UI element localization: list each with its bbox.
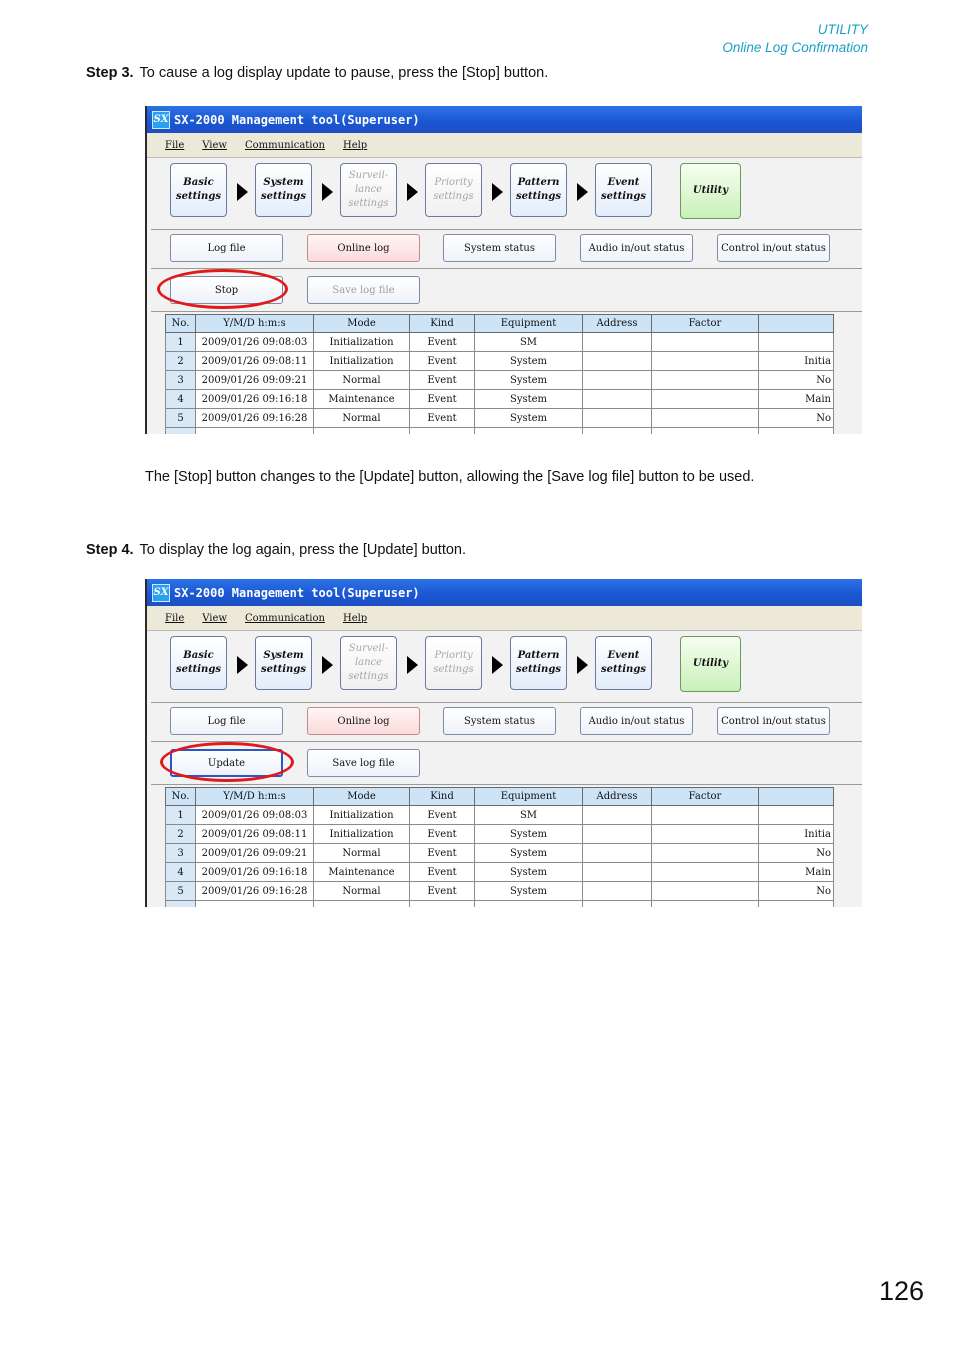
- table-cell: 2009/01/26 09:09:21: [196, 371, 314, 390]
- tab-control-status[interactable]: Control in/out status: [717, 707, 830, 735]
- table-cell: [583, 901, 652, 908]
- menu-file[interactable]: File: [165, 139, 185, 151]
- table-cell: [583, 428, 652, 435]
- table-cell: [314, 428, 410, 435]
- table-cell: [652, 333, 759, 352]
- table-cell: 2009/01/26 09:16:28: [196, 409, 314, 428]
- table-cell: [583, 844, 652, 863]
- table-cell: No: [759, 882, 834, 901]
- column-header[interactable]: Equipment: [475, 788, 583, 806]
- table-row[interactable]: [166, 844, 834, 863]
- table-cell: Maintenance: [314, 390, 410, 409]
- table-cell: [196, 428, 314, 435]
- table-header: [166, 788, 834, 806]
- save-log-file-button[interactable]: Save log file: [307, 749, 420, 777]
- table-cell: Event: [410, 806, 475, 825]
- table-cell: [652, 882, 759, 901]
- table-cell: Initialization: [314, 806, 410, 825]
- pattern-settings-button[interactable]: Pattern settings: [510, 636, 567, 690]
- table-cell: Event: [410, 844, 475, 863]
- table-cell: [652, 409, 759, 428]
- menu-help[interactable]: Help: [342, 139, 368, 151]
- table-cell: Initia: [759, 352, 834, 371]
- arrow-right-icon: [407, 656, 418, 674]
- table-cell: Initialization: [314, 352, 410, 371]
- workflow-bar: [147, 636, 862, 696]
- step-4: [86, 542, 466, 558]
- table-cell: Normal: [314, 409, 410, 428]
- table-cell: [759, 901, 834, 908]
- table-cell: Initialization: [314, 333, 410, 352]
- table-cell: 3: [166, 844, 196, 863]
- divider: [151, 229, 862, 230]
- table-cell: [652, 806, 759, 825]
- tab-log-file[interactable]: Log file: [170, 707, 283, 735]
- table-cell: [196, 901, 314, 908]
- column-header[interactable]: [759, 315, 834, 333]
- table-row[interactable]: [166, 371, 834, 390]
- table-cell: [583, 333, 652, 352]
- table-row[interactable]: [166, 882, 834, 901]
- table-cell: 2009/01/26 09:08:11: [196, 825, 314, 844]
- table-cell: System: [475, 882, 583, 901]
- column-header[interactable]: Mode: [314, 788, 410, 806]
- table-cell: Event: [410, 863, 475, 882]
- arrow-right-icon: [322, 656, 333, 674]
- table-cell: Event: [410, 371, 475, 390]
- column-header[interactable]: No.: [166, 788, 196, 806]
- table-cell: [652, 863, 759, 882]
- highlight-circle: [160, 742, 294, 782]
- table-cell: Event: [410, 333, 475, 352]
- arrow-right-icon: [237, 656, 248, 674]
- basic-settings-button[interactable]: Basic settings: [170, 163, 227, 217]
- table-cell: [652, 901, 759, 908]
- table-cell: 1: [166, 806, 196, 825]
- divider: [151, 741, 862, 742]
- table-cell: Event: [410, 390, 475, 409]
- tab-online-log[interactable]: Online log: [307, 234, 420, 262]
- note-text: The [Stop] button changes to the [Update] button, allowing the [Save log file] button to be used.: [145, 469, 755, 485]
- divider: [151, 311, 862, 312]
- table-cell: [652, 352, 759, 371]
- column-header[interactable]: Equipment: [475, 315, 583, 333]
- table-cell: 5: [166, 882, 196, 901]
- table-cell: System: [475, 352, 583, 371]
- app-icon: SX: [152, 584, 170, 602]
- table-cell: No: [759, 371, 834, 390]
- table-cell: System: [475, 863, 583, 882]
- tab-audio-status[interactable]: Audio in/out status: [580, 234, 693, 262]
- system-settings-button[interactable]: System settings: [255, 636, 312, 690]
- column-header[interactable]: Factor: [652, 788, 759, 806]
- arrow-right-icon: [577, 183, 588, 201]
- table-cell: [652, 371, 759, 390]
- table-cell: Event: [410, 352, 475, 371]
- table-cell: [583, 352, 652, 371]
- column-header[interactable]: Factor: [652, 315, 759, 333]
- divider: [151, 268, 862, 269]
- app-icon: SX: [152, 111, 170, 129]
- column-header[interactable]: Kind: [410, 315, 475, 333]
- menu-communication[interactable]: Communication: [245, 612, 325, 624]
- menu-help[interactable]: Help: [342, 612, 368, 624]
- table-body: [166, 333, 834, 435]
- table-cell: [652, 428, 759, 435]
- step-text: To display the log again, press the [Update] button.: [139, 542, 467, 558]
- table-cell: Event: [410, 825, 475, 844]
- table-cell: SM: [475, 806, 583, 825]
- table-cell: [314, 901, 410, 908]
- column-header[interactable]: Address: [583, 315, 652, 333]
- table-cell: [410, 428, 475, 435]
- table-cell: 4: [166, 863, 196, 882]
- tab-log-file[interactable]: Log file: [170, 234, 283, 262]
- table-cell: Main: [759, 863, 834, 882]
- table-row: [166, 428, 834, 435]
- highlight-circle: [157, 269, 288, 309]
- table-cell: [583, 409, 652, 428]
- table-cell: Event: [410, 882, 475, 901]
- surveillance-settings-button[interactable]: Surveil- lance settings: [340, 636, 397, 690]
- utility-button[interactable]: Utility: [680, 636, 741, 692]
- table-cell: Initialization: [314, 825, 410, 844]
- table-cell: [583, 863, 652, 882]
- table-body: [166, 806, 834, 908]
- title-bar: [147, 106, 862, 133]
- table-cell: 2009/01/26 09:16:18: [196, 390, 314, 409]
- step-3: [86, 65, 548, 81]
- table-cell: [583, 882, 652, 901]
- utility-button[interactable]: Utility: [680, 163, 741, 219]
- arrow-right-icon: [492, 183, 503, 201]
- table-cell: 5: [166, 409, 196, 428]
- screenshot-2: [145, 579, 862, 907]
- priority-settings-button[interactable]: Priority settings: [425, 636, 482, 690]
- priority-settings-button[interactable]: Priority settings: [425, 163, 482, 217]
- pattern-settings-button[interactable]: Pattern settings: [510, 163, 567, 217]
- table-cell: [166, 901, 196, 908]
- table-cell: Initia: [759, 825, 834, 844]
- column-header[interactable]: Mode: [314, 315, 410, 333]
- table-cell: System: [475, 825, 583, 844]
- table-cell: 2009/01/26 09:09:21: [196, 844, 314, 863]
- event-settings-button[interactable]: Event settings: [595, 636, 652, 690]
- screenshot-1: [145, 106, 862, 434]
- table-cell: 2009/01/26 09:08:11: [196, 352, 314, 371]
- table-cell: Event: [410, 409, 475, 428]
- menu-view[interactable]: View: [202, 612, 227, 624]
- log-table: [165, 314, 834, 434]
- stop-button[interactable]: Stop: [170, 276, 283, 304]
- table-cell: System: [475, 390, 583, 409]
- arrow-right-icon: [237, 183, 248, 201]
- table-row[interactable]: [166, 863, 834, 882]
- tab-system-status[interactable]: System status: [443, 707, 556, 735]
- surveillance-settings-button[interactable]: Surveil- lance settings: [340, 163, 397, 217]
- arrow-right-icon: [322, 183, 333, 201]
- tab-system-status[interactable]: System status: [443, 234, 556, 262]
- table-row[interactable]: [166, 333, 834, 352]
- table-cell: System: [475, 409, 583, 428]
- step-label: Step 3.: [86, 65, 134, 81]
- table-cell: 2009/01/26 09:08:03: [196, 806, 314, 825]
- table-cell: 2: [166, 352, 196, 371]
- table-cell: Normal: [314, 882, 410, 901]
- table-cell: System: [475, 371, 583, 390]
- column-header[interactable]: Y/M/D h:m:s: [196, 315, 314, 333]
- table-cell: 3: [166, 371, 196, 390]
- table-cell: Maintenance: [314, 863, 410, 882]
- table-row: [166, 901, 834, 908]
- step-label: Step 4.: [86, 542, 134, 558]
- table-header: [166, 315, 834, 333]
- section-header: UTILITY: [817, 22, 868, 37]
- column-header[interactable]: No.: [166, 315, 196, 333]
- table-cell: 2009/01/26 09:16:18: [196, 863, 314, 882]
- tab-control-status[interactable]: Control in/out status: [717, 234, 830, 262]
- table-cell: [652, 844, 759, 863]
- table-cell: System: [475, 844, 583, 863]
- arrow-right-icon: [407, 183, 418, 201]
- page-number: 126: [878, 1276, 924, 1306]
- table-cell: 2009/01/26 09:16:28: [196, 882, 314, 901]
- table-cell: [475, 901, 583, 908]
- step-text: To cause a log display update to pause, press the [Stop] button.: [139, 65, 549, 81]
- table-row[interactable]: [166, 409, 834, 428]
- menu-communication[interactable]: Communication: [245, 139, 325, 151]
- window-title: SX-2000 Management tool(Superuser): [174, 112, 420, 127]
- menu-bar: [147, 606, 862, 631]
- table-cell: [652, 390, 759, 409]
- table-cell: [410, 901, 475, 908]
- update-button[interactable]: Update: [170, 749, 283, 777]
- column-header[interactable]: Address: [583, 788, 652, 806]
- menu-file[interactable]: File: [165, 612, 185, 624]
- table-cell: 2009/01/26 09:08:03: [196, 333, 314, 352]
- event-settings-button[interactable]: Event settings: [595, 163, 652, 217]
- table-cell: SM: [475, 333, 583, 352]
- table-cell: [652, 825, 759, 844]
- window-title: SX-2000 Management tool(Superuser): [174, 585, 420, 600]
- column-header[interactable]: Y/M/D h:m:s: [196, 788, 314, 806]
- table-cell: [583, 806, 652, 825]
- table-row[interactable]: [166, 390, 834, 409]
- divider: [151, 702, 862, 703]
- column-header[interactable]: Kind: [410, 788, 475, 806]
- table-cell: [166, 428, 196, 435]
- table-cell: No: [759, 409, 834, 428]
- table-cell: [759, 428, 834, 435]
- arrow-right-icon: [577, 656, 588, 674]
- arrow-right-icon: [492, 656, 503, 674]
- table-cell: 4: [166, 390, 196, 409]
- table-cell: [475, 428, 583, 435]
- table-cell: [759, 806, 834, 825]
- table-row[interactable]: [166, 825, 834, 844]
- subsection-header: Online Log Confirmation: [722, 40, 868, 55]
- table-cell: 1: [166, 333, 196, 352]
- save-log-file-button[interactable]: Save log file: [307, 276, 420, 304]
- column-header[interactable]: [759, 788, 834, 806]
- basic-settings-button[interactable]: Basic settings: [170, 636, 227, 690]
- table-cell: [583, 371, 652, 390]
- table-cell: [759, 333, 834, 352]
- table-cell: Normal: [314, 371, 410, 390]
- tab-online-log[interactable]: Online log: [307, 707, 420, 735]
- menu-bar: [147, 133, 862, 158]
- workflow-bar: [147, 163, 862, 223]
- table-cell: [583, 390, 652, 409]
- table-cell: Main: [759, 390, 834, 409]
- table-cell: 2: [166, 825, 196, 844]
- table-row[interactable]: [166, 352, 834, 371]
- title-bar: [147, 579, 862, 606]
- log-table: [165, 787, 834, 907]
- table-row[interactable]: [166, 806, 834, 825]
- system-settings-button[interactable]: System settings: [255, 163, 312, 217]
- divider: [151, 784, 862, 785]
- menu-view[interactable]: View: [202, 139, 227, 151]
- table-cell: [583, 825, 652, 844]
- table-cell: No: [759, 844, 834, 863]
- tab-audio-status[interactable]: Audio in/out status: [580, 707, 693, 735]
- table-cell: Normal: [314, 844, 410, 863]
